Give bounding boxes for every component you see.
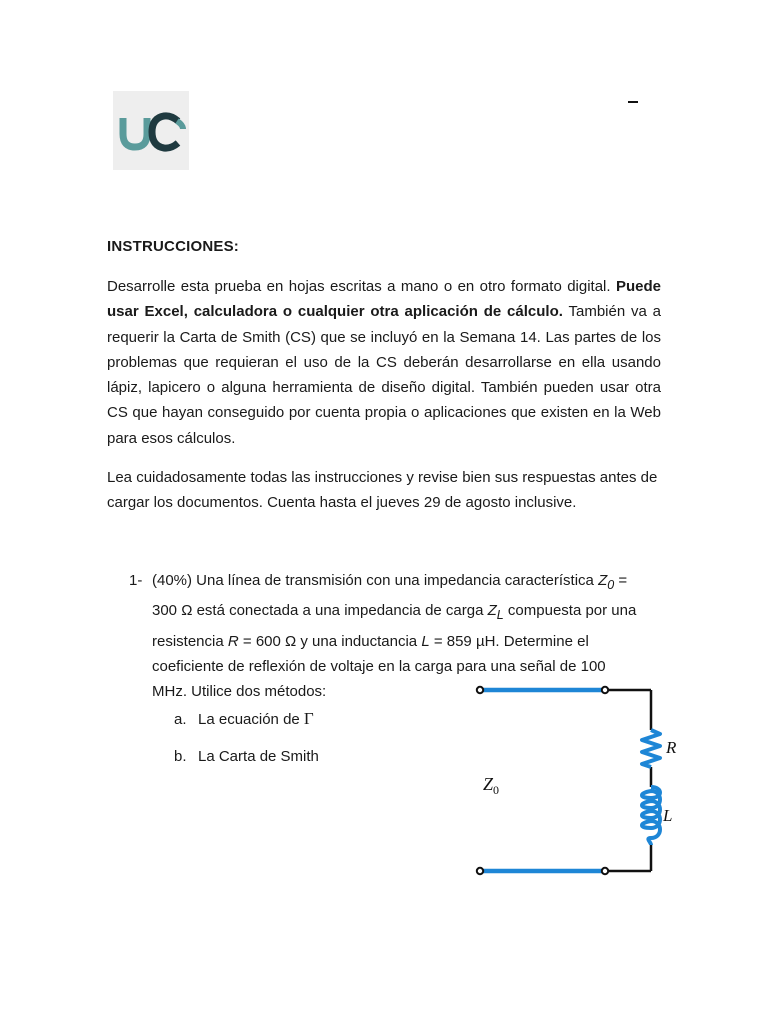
statement-text: = 300 Ω está conectada a una impedancia de carga — [152, 572, 628, 620]
statement-text: (40%) Una línea de transmisión con una impedancia característica — [152, 572, 599, 589]
paragraph-rest: También va a requerir la Carta de Smith (CS) que se incluyó en la Semana 14. Las partes de los problemas que requieran el uso de la CS deberán desarrollarse en ella usando lápiz, lapicero o alguna herramienta de diseño digital. También pueden usar otra CS que hayan conseguido por cuenta propia o aplicaciones que existen en la Web para esos cálculos. — [107, 303, 662, 447]
z0-symbol: Z — [598, 572, 608, 589]
paragraph-lead: Desarrolle esta prueba en hojas escritas a mano o en otro formato digital. — [107, 278, 611, 295]
r-symbol: R — [227, 632, 239, 650]
statement-text: = 600 Ω y una inductancia — [238, 632, 422, 650]
resistor-label: R — [666, 738, 677, 757]
z0-label-main: Z — [483, 774, 494, 794]
paragraph-bold: Puede usar Excel, calculadora o cualquier otra aplicación de cálculo. — [107, 278, 661, 321]
z0-label-sub: 0 — [493, 783, 500, 797]
subitem-a — [174, 709, 314, 729]
circuit-wires — [605, 690, 651, 871]
instructions-heading: INSTRUCCIONES: — [107, 238, 239, 255]
header-dash — [628, 101, 638, 103]
resistor-symbol — [642, 730, 660, 767]
subitem-letter: b. — [174, 748, 187, 765]
zl-subscript: L — [496, 608, 504, 623]
uc-logo-mark — [113, 91, 189, 170]
uc-logo — [113, 91, 189, 170]
statement-text: = 859 µH. Determine el coeficiente de reflexión de voltaje en la carga para una señal de 100 MHz. Utilice dos métodos: — [152, 632, 606, 701]
zl-symbol: Z — [487, 602, 497, 620]
inductor-label: L — [663, 806, 673, 825]
l-symbol: L — [421, 632, 430, 650]
problem-number: 1- — [129, 572, 143, 589]
subitem-b — [174, 748, 319, 765]
terminals — [477, 687, 608, 874]
inductor-symbol — [642, 787, 660, 845]
statement-text: compuesta por una resistencia — [152, 602, 637, 650]
z0-label — [483, 774, 499, 797]
gamma-symbol: Γ — [303, 709, 314, 728]
subitem-letter: a. — [174, 711, 187, 728]
subitem-label: La Carta de Smith — [198, 748, 319, 765]
subitem-label: La ecuación de — [198, 711, 304, 728]
instructions-paragraph — [107, 274, 661, 451]
z0-subscript: 0 — [607, 578, 615, 592]
deadline-paragraph: Lea cuidadosamente todas las instrucciones y revise bien sus respuestas antes de cargar los documentos. Cuenta hasta el jueves 29 de agosto inclusive. — [107, 469, 658, 512]
circuit-diagram — [470, 672, 690, 882]
